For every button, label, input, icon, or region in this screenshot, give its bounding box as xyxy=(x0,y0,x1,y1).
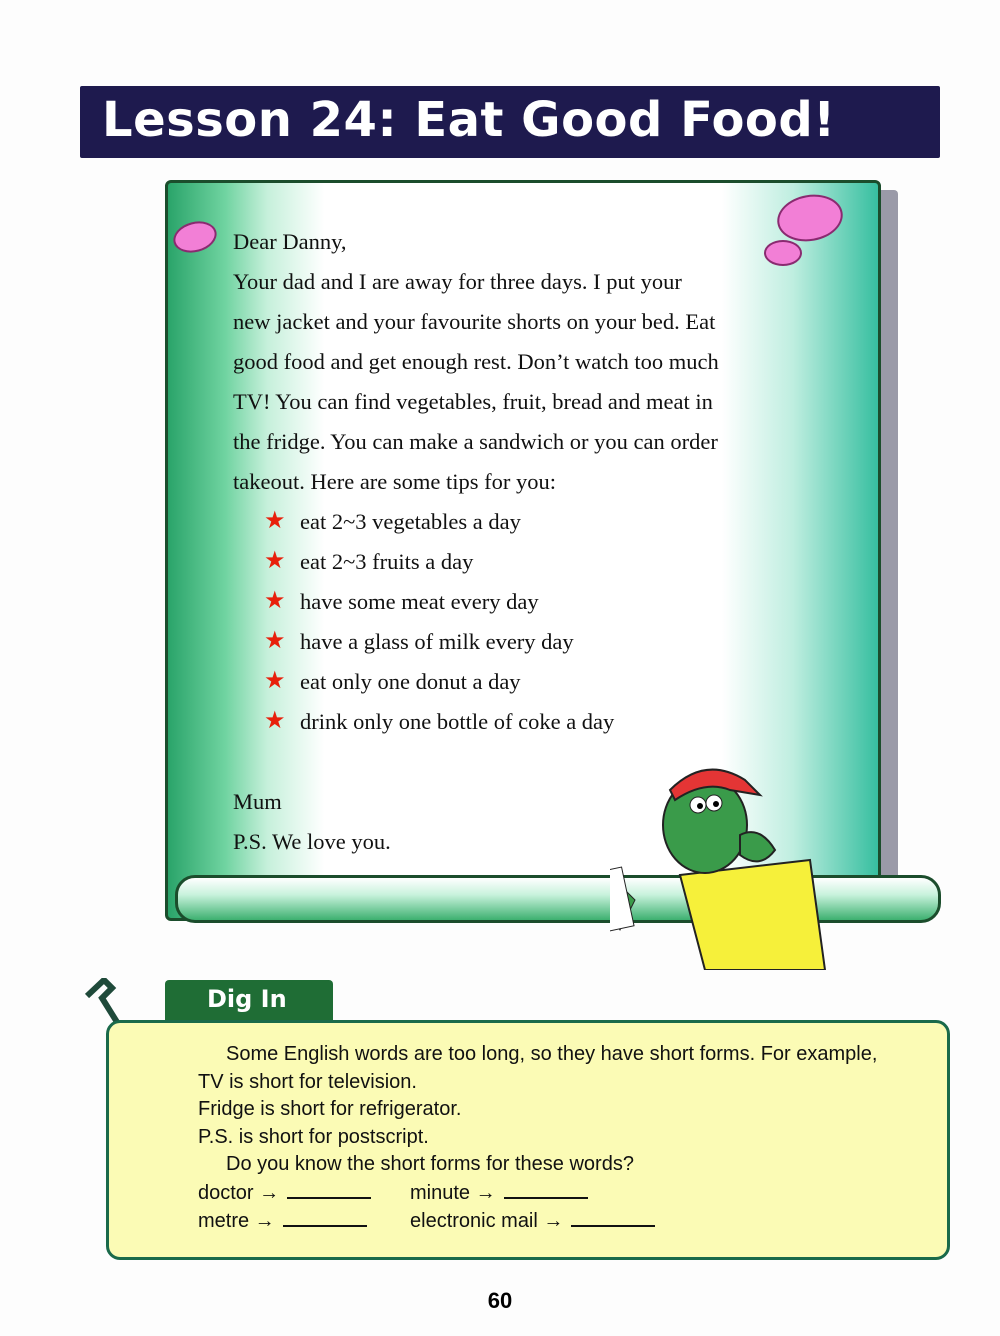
exercise-word: metre → xyxy=(198,1210,275,1232)
exercise-word: minute → xyxy=(410,1181,496,1204)
dig-in-example: TV is short for television. xyxy=(198,1070,417,1093)
tip-item xyxy=(264,582,756,622)
tip-text: eat 2~3 vegetables a day xyxy=(300,509,521,534)
heart-icon xyxy=(764,240,802,266)
letter-ps: P.S. We love you. xyxy=(233,829,391,854)
dig-in-tab xyxy=(165,980,333,1022)
exercise-item xyxy=(410,1179,588,1208)
lesson-title-bar xyxy=(80,86,940,158)
tip-text: drink only one bottle of coke a day xyxy=(300,709,615,734)
exercise-word: electronic mail → xyxy=(410,1210,564,1232)
tip-item xyxy=(264,662,756,702)
letter-line: TV! You can find vegetables, fruit, bread and meat in xyxy=(233,389,713,414)
tip-text: have a glass of milk every day xyxy=(300,629,574,654)
star-icon: ★ xyxy=(264,668,286,694)
letter-signature: Mum xyxy=(233,789,282,814)
letter-line: Your dad and I are away for three days. I put your xyxy=(233,269,682,294)
dig-in-text xyxy=(198,1041,877,1236)
star-icon: ★ xyxy=(264,588,286,614)
letter-line: new jacket and your favourite shorts on your bed. Eat xyxy=(233,309,716,334)
exercise-item xyxy=(198,1207,410,1236)
letter-line: the fridge. You can make a sandwich or you can order xyxy=(233,429,718,454)
exercise-item xyxy=(198,1179,410,1208)
star-icon: ★ xyxy=(264,628,286,654)
dig-in-heading: Dig In xyxy=(207,985,287,1013)
dig-in-intro: Some English words are too long, so they have short forms. For example, xyxy=(226,1043,878,1065)
tip-text: have some meat every day xyxy=(300,589,539,614)
letter-line: good food and get enough rest. Don’t watch too much xyxy=(233,349,719,374)
tip-item xyxy=(264,502,756,542)
dig-in-question: Do you know the short forms for these words? xyxy=(226,1153,634,1175)
star-icon: ★ xyxy=(264,548,286,574)
dig-in-example: P.S. is short for postscript. xyxy=(198,1125,429,1148)
dig-in-example: Fridge is short for refrigerator. xyxy=(198,1098,462,1120)
tip-text: eat only one donut a day xyxy=(300,669,521,694)
tip-text: eat 2~3 fruits a day xyxy=(300,549,474,574)
exercise-word: doctor → xyxy=(198,1181,280,1204)
star-icon: ★ xyxy=(264,708,286,734)
lesson-title: Lesson 24: Eat Good Food! xyxy=(102,92,836,148)
letter-greeting: Dear Danny, xyxy=(233,229,347,254)
answer-blank[interactable] xyxy=(571,1207,655,1227)
exercise-row xyxy=(198,1179,877,1208)
exercise-row xyxy=(198,1207,877,1236)
tips-list xyxy=(233,502,719,742)
answer-blank[interactable] xyxy=(283,1207,367,1227)
answer-blank[interactable] xyxy=(504,1179,588,1199)
tip-item xyxy=(264,542,756,582)
tip-item xyxy=(264,622,756,662)
star-icon: ★ xyxy=(264,508,286,534)
answer-blank[interactable] xyxy=(287,1179,371,1199)
tip-item xyxy=(264,702,756,742)
letter-line: takeout. Here are some tips for you: xyxy=(233,469,557,494)
page-number: 60 xyxy=(487,1288,513,1313)
exercise-item xyxy=(410,1207,655,1236)
turtle-character-illustration xyxy=(610,755,830,970)
